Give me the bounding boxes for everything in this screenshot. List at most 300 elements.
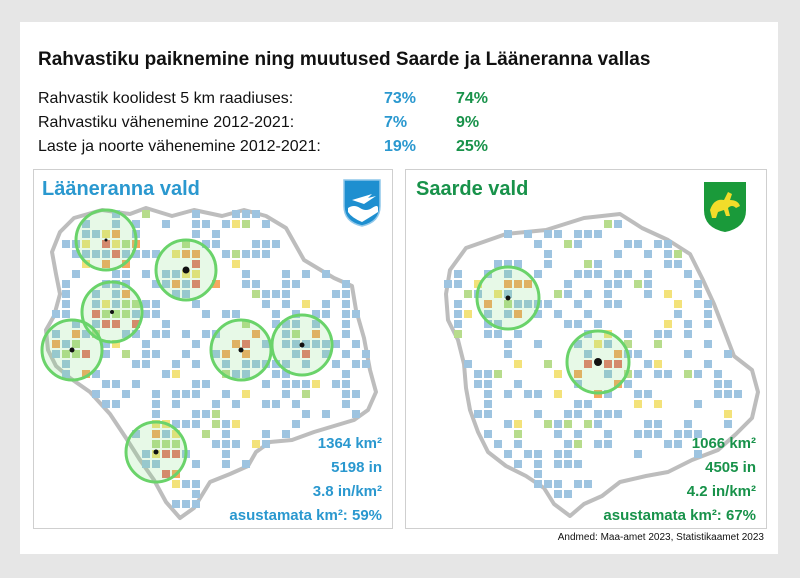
population-cell (242, 250, 250, 258)
population-cell (504, 340, 512, 348)
population-cell (644, 250, 652, 258)
population-cell (594, 320, 602, 328)
population-cell (322, 310, 330, 318)
population-cell (574, 300, 582, 308)
population-cell (514, 440, 522, 448)
population-cell (534, 270, 542, 278)
population-cell (644, 290, 652, 298)
population-cell (714, 390, 722, 398)
population-cell (574, 320, 582, 328)
population-cell (312, 380, 320, 388)
population-cell (694, 370, 702, 378)
population-cell (594, 230, 602, 238)
population-cell (534, 480, 542, 488)
population-cell (352, 390, 360, 398)
population-cell (342, 300, 350, 308)
population-cell (564, 240, 572, 248)
population-cell (252, 250, 260, 258)
stat-label: Laste ja noorte vähenemine 2012-2021: (38, 138, 321, 155)
population-cell (122, 270, 130, 278)
population-cell (584, 420, 592, 428)
population-cell (352, 360, 360, 368)
panel-title: Saarde vald (416, 178, 529, 200)
population-cell (152, 310, 160, 318)
population-cell (644, 270, 652, 278)
population-cell (132, 380, 140, 388)
population-cell (272, 240, 280, 248)
population-cell (362, 350, 370, 358)
population-cell (202, 430, 210, 438)
population-cell (494, 370, 502, 378)
population-cell (514, 420, 522, 428)
population-cell (474, 410, 482, 418)
population-cell (504, 230, 512, 238)
population-cell (624, 270, 632, 278)
population-cell (574, 230, 582, 238)
population-cell (554, 430, 562, 438)
population-cell (584, 290, 592, 298)
population-cell (132, 360, 140, 368)
population-cell (172, 400, 180, 408)
population-cell (192, 410, 200, 418)
population-cell (182, 480, 190, 488)
population-cell (624, 240, 632, 248)
population-cell (724, 350, 732, 358)
population-cell (232, 210, 240, 218)
population-cell (282, 290, 290, 298)
population-cell (202, 410, 210, 418)
population-cell (624, 330, 632, 338)
population-cell (454, 280, 462, 288)
population-cell (62, 240, 70, 248)
population-cell (544, 480, 552, 488)
population-cell (242, 280, 250, 288)
population-cell (172, 390, 180, 398)
stat-value-saarde: 9% (456, 114, 480, 131)
population-cell (684, 320, 692, 328)
population-cell (242, 270, 250, 278)
population-cell (292, 380, 300, 388)
population-cell (584, 230, 592, 238)
population-value: 5198 in (331, 459, 382, 476)
population-cell (564, 490, 572, 498)
population-cell (262, 220, 270, 228)
population-cell (232, 310, 240, 318)
population-cell (544, 300, 552, 308)
population-cell (584, 260, 592, 268)
population-cell (554, 420, 562, 428)
population-cell (564, 290, 572, 298)
population-cell (192, 460, 200, 468)
population-cell (322, 300, 330, 308)
population-cell (514, 330, 522, 338)
population-cell (534, 470, 542, 478)
population-cell (634, 390, 642, 398)
population-cell (322, 270, 330, 278)
density-value: 4.2 in/km² (686, 483, 756, 500)
population-cell (202, 380, 210, 388)
population-cell (674, 260, 682, 268)
population-cell (564, 280, 572, 288)
panel-title: Lääneranna vald (42, 178, 200, 200)
population-cell (604, 280, 612, 288)
population-cell (202, 220, 210, 228)
population-cell (634, 370, 642, 378)
population-cell (594, 440, 602, 448)
population-cell (724, 420, 732, 428)
population-cell (524, 230, 532, 238)
population-cell (454, 310, 462, 318)
population-cell (664, 260, 672, 268)
population-cell (192, 380, 200, 388)
population-cell (332, 290, 340, 298)
population-cell (724, 410, 732, 418)
population-cell (302, 300, 310, 308)
population-cell (192, 230, 200, 238)
population-cell (302, 410, 310, 418)
population-cell (342, 320, 350, 328)
area-value: 1066 km² (691, 435, 756, 452)
stat-value-laaneranna: 73% (384, 90, 417, 107)
population-cell (342, 370, 350, 378)
population-cell (614, 300, 622, 308)
population-cell (654, 420, 662, 428)
population-cell (262, 400, 270, 408)
population-cell (574, 480, 582, 488)
population-cell (152, 330, 160, 338)
population-cell (544, 250, 552, 258)
population-cell (342, 380, 350, 388)
population-cell (282, 300, 290, 308)
population-cell (252, 280, 260, 288)
population-cell (292, 420, 300, 428)
population-cell (252, 290, 260, 298)
population-cell (152, 410, 160, 418)
population-cell (674, 300, 682, 308)
population-cell (262, 240, 270, 248)
population-cell (112, 400, 120, 408)
population-cell (182, 350, 190, 358)
population-cell (484, 330, 492, 338)
population-cell (714, 380, 722, 388)
population-cell (704, 320, 712, 328)
population-cell (242, 390, 250, 398)
population-cell (182, 330, 190, 338)
population-cell (62, 310, 70, 318)
population-cell (604, 410, 612, 418)
school-marker-icon (594, 358, 602, 366)
population-cell (232, 250, 240, 258)
data-source: Andmed: Maa-amet 2023, Statistikaamet 2023 (557, 532, 764, 543)
population-cell (644, 420, 652, 428)
population-cell (192, 390, 200, 398)
population-cell (694, 290, 702, 298)
population-cell (474, 370, 482, 378)
population-cell (342, 310, 350, 318)
population-cell (554, 480, 562, 488)
population-cell (92, 390, 100, 398)
population-cell (494, 330, 502, 338)
population-cell (614, 280, 622, 288)
population-cell (604, 220, 612, 228)
population-cell (152, 400, 160, 408)
population-cell (302, 270, 310, 278)
population-cell (242, 220, 250, 228)
stat-value-saarde: 25% (456, 138, 489, 155)
population-cell (514, 380, 522, 388)
population-cell (62, 290, 70, 298)
population-cell (674, 250, 682, 258)
population-cell (564, 320, 572, 328)
population-cell (644, 360, 652, 368)
population-cell (484, 430, 492, 438)
population-cell (454, 330, 462, 338)
population-cell (342, 400, 350, 408)
population-cell (222, 310, 230, 318)
population-cell (142, 270, 150, 278)
population-cell (664, 250, 672, 258)
population-cell (514, 360, 522, 368)
population-cell (514, 430, 522, 438)
population-cell (634, 280, 642, 288)
saarde-coat-of-arms-icon (702, 180, 748, 234)
population-cell (594, 270, 602, 278)
saarde-map-panel (405, 169, 767, 529)
population-cell (342, 330, 350, 338)
population-cell (232, 420, 240, 428)
population-cell (474, 380, 482, 388)
population-cell (262, 380, 270, 388)
population-cell (232, 400, 240, 408)
population-cell (162, 320, 170, 328)
school-marker-icon (105, 239, 108, 242)
population-cell (52, 310, 60, 318)
population-cell (102, 400, 110, 408)
population-cell (152, 300, 160, 308)
population-cell (664, 290, 672, 298)
population-cell (674, 310, 682, 318)
population-cell (192, 490, 200, 498)
population-cell (182, 420, 190, 428)
population-cell (122, 390, 130, 398)
uninhabited-value: asustamata km²: 59% (229, 507, 382, 524)
population-cell (534, 240, 542, 248)
population-cell (714, 370, 722, 378)
school-marker-icon (70, 348, 75, 353)
saarde-facts (603, 432, 756, 528)
population-cell (192, 420, 200, 428)
laaneranna-facts (229, 432, 382, 528)
population-cell (684, 420, 692, 428)
population-cell (654, 400, 662, 408)
population-cell (594, 420, 602, 428)
population-cell (484, 380, 492, 388)
population-cell (694, 280, 702, 288)
population-cell (454, 320, 462, 328)
population-cell (62, 280, 70, 288)
population-cell (634, 400, 642, 408)
population-cell (574, 440, 582, 448)
population-cell (704, 340, 712, 348)
population-cell (684, 330, 692, 338)
population-cell (454, 300, 462, 308)
population-cell (162, 330, 170, 338)
population-cell (222, 390, 230, 398)
population-cell (282, 390, 290, 398)
uninhabited-value: asustamata km²: 67% (603, 507, 756, 524)
population-cell (142, 210, 150, 218)
population-cell (262, 300, 270, 308)
school-marker-icon (154, 450, 159, 455)
population-cell (534, 340, 542, 348)
population-cell (584, 310, 592, 318)
population-cell (624, 380, 632, 388)
population-cell (554, 460, 562, 468)
population-cell (664, 240, 672, 248)
population-cell (614, 220, 622, 228)
laaneranna-map-panel (33, 169, 393, 529)
school-marker-icon (506, 296, 511, 301)
school-marker-icon (183, 267, 190, 274)
population-cell (564, 450, 572, 458)
school-marker-icon (300, 343, 305, 348)
population-cell (724, 380, 732, 388)
stat-value-saarde: 74% (456, 90, 489, 107)
population-cell (654, 340, 662, 348)
population-cell (454, 270, 462, 278)
population-cell (102, 380, 110, 388)
population-cell (654, 360, 662, 368)
population-cell (554, 290, 562, 298)
population-cell (192, 300, 200, 308)
population-cell (464, 290, 472, 298)
population-cell (182, 390, 190, 398)
population-cell (272, 400, 280, 408)
population-cell (604, 290, 612, 298)
population-cell (282, 380, 290, 388)
population-cell (282, 270, 290, 278)
population-cell (554, 370, 562, 378)
population-cell (202, 330, 210, 338)
population-cell (162, 370, 170, 378)
population-cell (484, 400, 492, 408)
population-cell (614, 270, 622, 278)
population-cell (212, 240, 220, 248)
population-cell (142, 300, 150, 308)
population-cell (554, 310, 562, 318)
population-cell (272, 290, 280, 298)
population-cell (574, 410, 582, 418)
population-cell (554, 490, 562, 498)
stat-value-laaneranna: 19% (384, 138, 417, 155)
population-cell (342, 350, 350, 358)
population-cell (724, 390, 732, 398)
population-cell (222, 220, 230, 228)
population-cell (554, 450, 562, 458)
population-cell (534, 460, 542, 468)
population-cell (484, 410, 492, 418)
population-cell (272, 370, 280, 378)
population-cell (262, 250, 270, 258)
population-cell (212, 400, 220, 408)
population-cell (212, 420, 220, 428)
population-cell (212, 410, 220, 418)
population-cell (272, 310, 280, 318)
population-cell (484, 390, 492, 398)
population-cell (564, 460, 572, 468)
population-cell (242, 210, 250, 218)
population-cell (534, 390, 542, 398)
population-cell (172, 360, 180, 368)
population-cell (464, 310, 472, 318)
population-cell (322, 410, 330, 418)
population-cell (282, 280, 290, 288)
stat-label: Rahvastik koolidest 5 km raadiuses: (38, 90, 294, 107)
population-cell (504, 390, 512, 398)
population-cell (362, 360, 370, 368)
population-cell (684, 370, 692, 378)
population-cell (192, 220, 200, 228)
population-cell (614, 250, 622, 258)
population-cell (664, 320, 672, 328)
population-cell (594, 260, 602, 268)
population-cell (342, 390, 350, 398)
population-cell (524, 390, 532, 398)
population-cell (192, 340, 200, 348)
population-cell (544, 420, 552, 428)
population-cell (584, 400, 592, 408)
population-cell (464, 360, 472, 368)
population-cell (574, 400, 582, 408)
population-cell (232, 260, 240, 268)
population-cell (152, 350, 160, 358)
population-cell (352, 340, 360, 348)
population-cell (252, 240, 260, 248)
population-cell (664, 330, 672, 338)
population-cell (212, 230, 220, 238)
population-cell (332, 380, 340, 388)
population-cell (644, 280, 652, 288)
population-cell (352, 410, 360, 418)
population-cell (564, 440, 572, 448)
population-cell (112, 380, 120, 388)
area-value: 1364 km² (317, 435, 382, 452)
population-cell (504, 420, 512, 428)
population-cell (534, 450, 542, 458)
population-cell (544, 260, 552, 268)
population-cell (634, 240, 642, 248)
population-cell (694, 400, 702, 408)
population-cell (212, 440, 220, 448)
population-cell (604, 300, 612, 308)
population-cell (524, 450, 532, 458)
population-cell (162, 220, 170, 228)
population-cell (504, 450, 512, 458)
population-cell (654, 240, 662, 248)
population-cell (654, 370, 662, 378)
population-cell (152, 390, 160, 398)
population-cell (142, 350, 150, 358)
population-cell (202, 310, 210, 318)
population-cell (142, 250, 150, 258)
population-cell (684, 270, 692, 278)
population-cell (704, 300, 712, 308)
population-cell (122, 350, 130, 358)
population-cell (574, 430, 582, 438)
population-cell (142, 340, 150, 348)
population-cell (352, 310, 360, 318)
population-cell (494, 440, 502, 448)
